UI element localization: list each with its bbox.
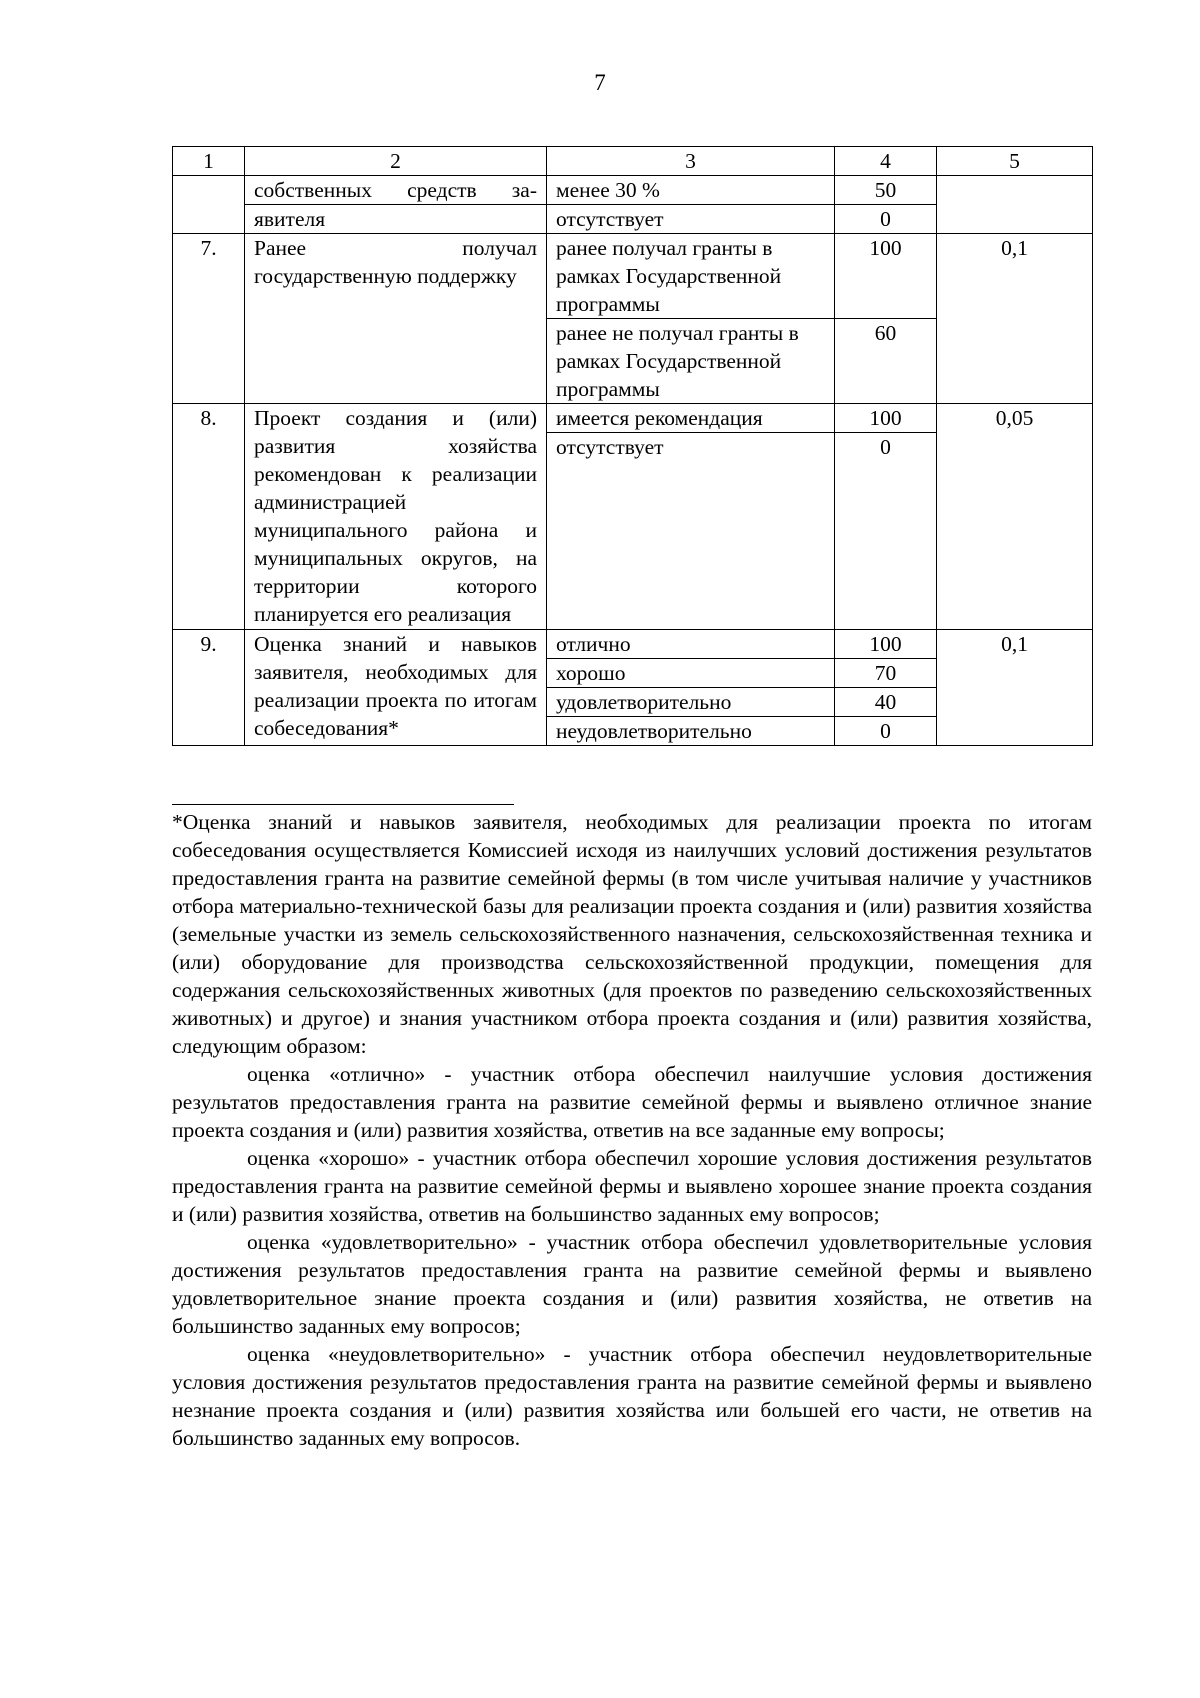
page-number: 7 bbox=[594, 70, 606, 95]
header-cell: 2 bbox=[245, 147, 547, 176]
score-cell: 0 bbox=[835, 433, 937, 630]
score-cell: 60 bbox=[835, 319, 937, 404]
option-cell: отсутствует bbox=[547, 205, 835, 234]
weight-cell: 0,1 bbox=[937, 234, 1093, 404]
criterion-cell: Проект создания и (или) развития хозяйства рекомендован к реализации администрацией муниципального района и муниципальных округов, на территории которого планируется его реализация bbox=[245, 404, 547, 630]
option-cell: удовлетворительно bbox=[547, 688, 835, 717]
criterion-cell: Оценка знаний и навыков заявителя, необходимых для реализации проекта по итогам собеседования* bbox=[245, 630, 547, 746]
option-cell: имеется рекомендация bbox=[547, 404, 835, 433]
weight-cell bbox=[937, 176, 1093, 234]
row-number-cell: 9. bbox=[173, 630, 245, 746]
criteria-table bbox=[172, 146, 1093, 746]
option-cell: неудовлетворительно bbox=[547, 717, 835, 746]
grade-excellent: оценка «отлично» - участник отбора обеспечил наилучшие условия достижения результатов предоставления гранта на развитие семейной фермы и выявлено отличное знание проекта создания и (или) развития хозяйства, ответив на все заданные ему вопросы; bbox=[172, 1062, 1092, 1142]
score-cell: 100 bbox=[835, 404, 937, 433]
score-cell: 0 bbox=[835, 717, 937, 746]
row-number-cell: 8. bbox=[173, 404, 245, 630]
criterion-cell: собственных средств за- bbox=[245, 176, 547, 205]
option-cell: отлично bbox=[547, 630, 835, 659]
weight-cell: 0,05 bbox=[937, 404, 1093, 630]
header-cell: 3 bbox=[547, 147, 835, 176]
option-cell: ранее не получал гранты в рамках Государственной программы bbox=[547, 319, 835, 404]
footnote-intro: *Оценка знаний и навыков заявителя, необходимых для реализации проекта по итогам собеседования осуществляется Комиссией исходя из наилучших условий достижения результатов предоставления гранта на развитие семейной фермы (в том числе учитывая наличие у участников отбора материально-технической базы для реализации проекта создания и (или) развития хозяйства (земельные участки из земель сельскохозяйственного назначения, сельскохозяйственная техника и (или) оборудование для производства сельскохозяйственной продукции, помещения для содержания сельскохозяйственных животных (для проектов по разведению сельскохозяйственных животных) и другое) и знания участником отбора проекта создания и (или) развития хозяйства, следующим образом: bbox=[172, 810, 1092, 1058]
criterion-cell: явителя bbox=[245, 205, 547, 234]
header-cell: 4 bbox=[835, 147, 937, 176]
option-cell: хорошо bbox=[547, 659, 835, 688]
table-row bbox=[173, 234, 1093, 319]
table-row bbox=[173, 630, 1093, 659]
weight-cell: 0,1 bbox=[937, 630, 1093, 746]
table-header-row bbox=[173, 147, 1093, 176]
score-cell: 70 bbox=[835, 659, 937, 688]
option-cell: ранее получал гранты в рамках Государственной программы bbox=[547, 234, 835, 319]
table-row bbox=[173, 176, 1093, 205]
grade-good: оценка «хорошо» - участник отбора обеспечил хорошие условия достижения результатов предоставления гранта на развитие семейной фермы и выявлено хорошее знание проекта создания и (или) развития хозяйства, ответив на большинство заданных ему вопросов; bbox=[172, 1146, 1092, 1226]
score-cell: 50 bbox=[835, 176, 937, 205]
option-cell: менее 30 % bbox=[547, 176, 835, 205]
criterion-cell: Ранее получал государственную поддержку bbox=[245, 234, 547, 404]
option-cell: отсутствует bbox=[547, 433, 835, 630]
score-cell: 40 bbox=[835, 688, 937, 717]
header-cell: 5 bbox=[937, 147, 1093, 176]
grade-satisfactory: оценка «удовлетворительно» - участник отбора обеспечил удовлетворительные условия достижения результатов предоставления гранта на развитие семейной фермы и выявлено удовлетворительное знание проекта создания и (или) развития хозяйства, не ответив на большинство заданных ему вопросов; bbox=[172, 1230, 1092, 1338]
header-cell: 1 bbox=[173, 147, 245, 176]
score-cell: 100 bbox=[835, 234, 937, 319]
grade-unsatisfactory: оценка «неудовлетворительно» - участник отбора обеспечил неудовлетворительные условия достижения результатов предоставления гранта на развитие семейной фермы и выявлено незнание проекта создания и (или) развития хозяйства или большей его части, не ответив на большинство заданных ему вопросов. bbox=[172, 1342, 1092, 1450]
row-number-cell bbox=[173, 176, 245, 234]
footnote bbox=[172, 808, 1092, 1452]
row-number-cell: 7. bbox=[173, 234, 245, 404]
table-row bbox=[173, 404, 1093, 433]
score-cell: 100 bbox=[835, 630, 937, 659]
score-cell: 0 bbox=[835, 205, 937, 234]
footnote-separator bbox=[172, 804, 514, 805]
